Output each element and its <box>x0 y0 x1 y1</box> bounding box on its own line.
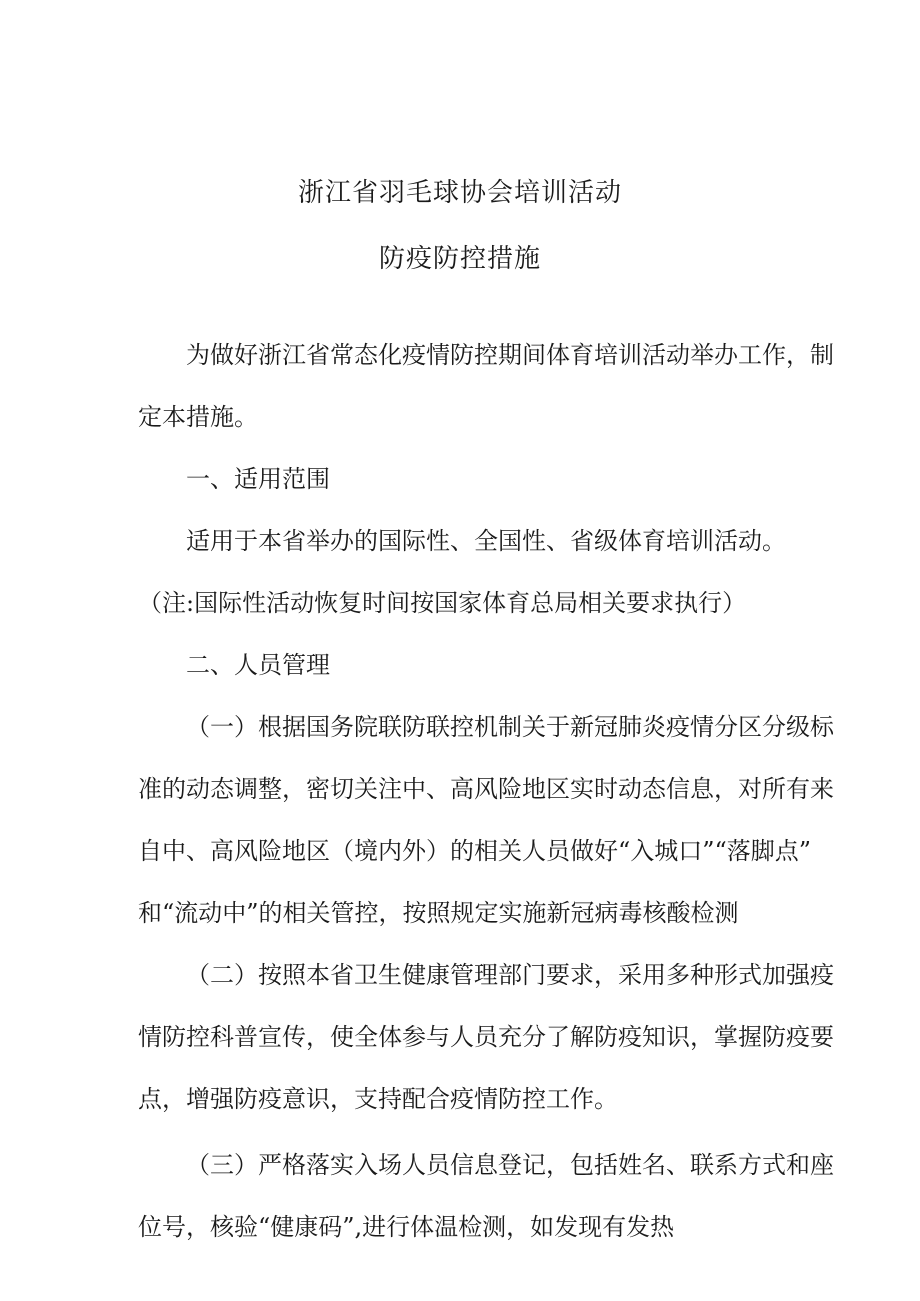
paragraph-item-1-line-1: （一）根据国务院联防联控机制关于新冠肺炎疫情分区分级标 <box>186 713 834 741</box>
document-title-line-2: 防疫防控措施 <box>378 244 541 274</box>
paragraph-item-3-line-2: 位号，核验“健康码”,进行体温检测，如发现有发热 <box>138 1213 675 1241</box>
document-title-line-1: 浙江省羽毛球协会培训活动 <box>297 178 622 208</box>
paragraph-item-3-line-1: （三）严格落实入场人员信息登记，包括姓名、联系方式和座 <box>186 1151 834 1179</box>
paragraph-item-2-line-2: 情防控科普宣传，使全体参与人员充分了解防疫知识，掌握防疫要 <box>138 1023 834 1051</box>
paragraph-intro-line-1: 为做好浙江省常态化疫情防控期间体育培训活动举办工作，制 <box>186 341 834 369</box>
paragraph-intro-line-2: 定本措施。 <box>138 403 258 431</box>
paragraph-item-1-line-2: 准的动态调整，密切关注中、高风险地区实时动态信息，对所有来 <box>138 775 834 803</box>
section-heading-scope: 一、适用范围 <box>186 465 330 493</box>
section-heading-personnel: 二、人员管理 <box>186 651 330 679</box>
paragraph-item-2-line-1: （二）按照本省卫生健康管理部门要求，采用多种形式加强疫 <box>186 961 834 989</box>
paragraph-scope-note: （注:国际性活动恢复时间按国家体育总局相关要求执行） <box>138 589 747 617</box>
paragraph-item-2-line-3: 点，增强防疫意识，支持配合疫情防控工作。 <box>138 1085 618 1113</box>
paragraph-item-1-line-4: 和“流动中”的相关管控，按照规定实施新冠病毒核酸检测 <box>138 899 739 927</box>
paragraph-item-1-line-3: 自中、高风险地区（境内外）的相关人员做好“入城口”“落脚点” <box>138 837 812 865</box>
paragraph-scope-line-1: 适用于本省举办的国际性、全国性、省级体育培训活动。 <box>186 527 786 555</box>
